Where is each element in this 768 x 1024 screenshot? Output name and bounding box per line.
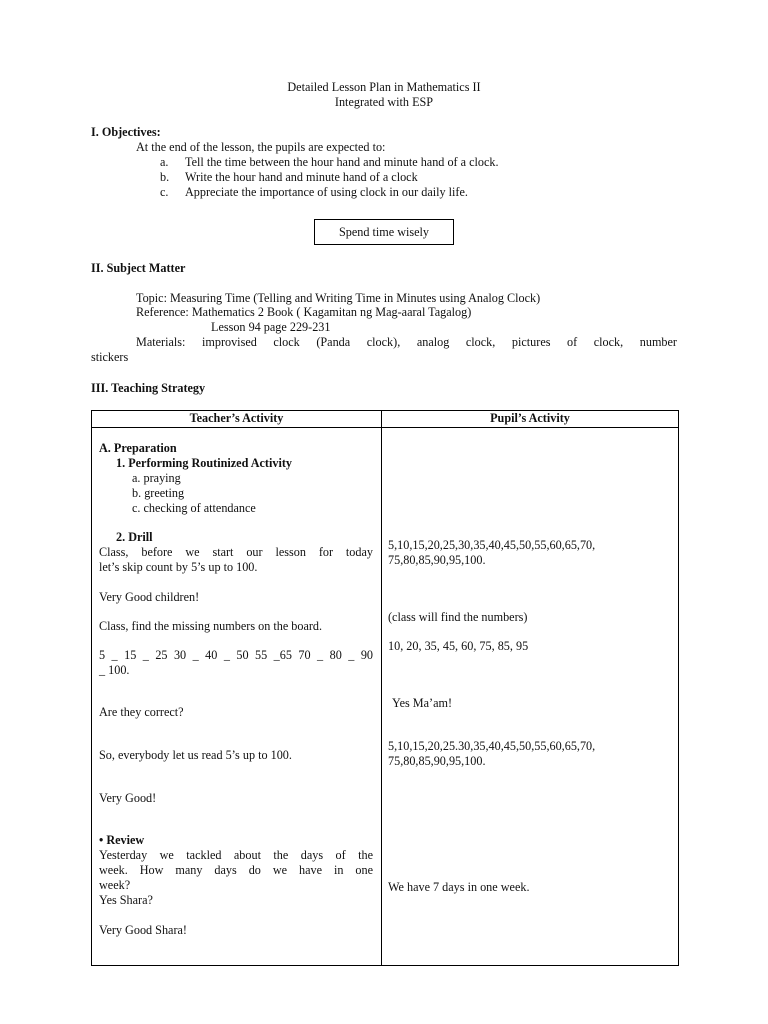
objective-marker: b. xyxy=(160,170,170,184)
objective-marker: a. xyxy=(160,155,169,169)
pupil-answer: Yes Ma’am! xyxy=(392,696,453,710)
drill-text: Class, before we start our lesson for today xyxy=(99,545,373,559)
review-text: week. How many days do we have in one xyxy=(99,863,373,877)
number-sequence: 5 _ 15 _ 25 30 _ 40 _ 50 55 _65 70 _ 80 _ 90 xyxy=(99,648,373,662)
pupil-activity-cell xyxy=(382,428,679,966)
pupil-answer: 75,80,85,90,95,100. xyxy=(388,553,486,567)
value-box-text: Spend time wisely xyxy=(338,224,430,239)
objective-marker: c. xyxy=(160,185,169,199)
objective-item: Appreciate the importance of using clock in our daily life. xyxy=(185,185,468,199)
review-heading: • Review xyxy=(99,833,145,847)
document-subtitle: Integrated with ESP xyxy=(334,95,434,109)
objective-item: Tell the time between the hour hand and minute hand of a clock. xyxy=(185,155,499,169)
pupil-answer: 75,80,85,90,95,100. xyxy=(388,754,486,768)
pupil-answer: 10, 20, 35, 45, 60, 75, 85, 95 xyxy=(388,639,529,653)
subject-materials: Materials: improvised clock (Panda clock), analog clock, pictures of clock, number xyxy=(136,335,677,349)
praise-text: Very Good children! xyxy=(99,590,200,604)
prompt-text: Yes Shara? xyxy=(99,893,153,907)
drill-heading: 2. Drill xyxy=(116,530,153,544)
instruction-text: Class, find the missing numbers on the board. xyxy=(99,619,323,633)
drill-text-continued: let’s skip count by 5’s up to 100. xyxy=(99,560,258,574)
subject-reference: Reference: Mathematics 2 Book ( Kagamitan ng Mag-aaral Tagalog) xyxy=(136,305,472,319)
pupil-column-header: Pupil’s Activity xyxy=(382,411,679,428)
routine-heading: 1. Performing Routinized Activity xyxy=(116,456,293,470)
pupil-answer: 5,10,15,20,25,30,35,40,45,50,55,60,65,70, xyxy=(388,538,596,552)
pupil-answer: We have 7 days in one week. xyxy=(388,880,530,894)
preparation-heading: A. Preparation xyxy=(99,441,177,455)
activity-table xyxy=(91,410,679,966)
praise-text: Very Good! xyxy=(99,791,157,805)
subject-materials-continued: stickers xyxy=(91,350,129,364)
review-text: week? xyxy=(99,878,131,892)
subject-matter-heading: II. Subject Matter xyxy=(91,261,186,275)
pupil-answer: (class will find the numbers) xyxy=(388,610,528,624)
instruction-text: So, everybody let us read 5’s up to 100. xyxy=(99,748,292,762)
review-text: Yesterday we tackled about the days of the xyxy=(99,848,373,862)
subject-lesson: Lesson 94 page 229-231 xyxy=(211,320,331,334)
routine-item: c. checking of attendance xyxy=(132,501,256,515)
teaching-strategy-heading: III. Teaching Strategy xyxy=(91,381,206,395)
routine-item: b. greeting xyxy=(132,486,185,500)
routine-item: a. praying xyxy=(132,471,181,485)
question-text: Are they correct? xyxy=(99,705,184,719)
praise-text: Very Good Shara! xyxy=(99,923,187,937)
subject-topic: Topic: Measuring Time (Telling and Writing Time in Minutes using Analog Clock) xyxy=(136,291,541,305)
teacher-activity-cell xyxy=(92,428,382,966)
objectives-heading: I. Objectives: xyxy=(91,125,161,139)
number-sequence-continued: _ 100. xyxy=(99,663,130,677)
pupil-answer: 5,10,15,20,25.30,35,40,45,50,55,60,65,70, xyxy=(388,739,596,753)
document-title: Detailed Lesson Plan in Mathematics II xyxy=(287,80,481,94)
value-box xyxy=(314,219,454,245)
teacher-column-header: Teacher’s Activity xyxy=(92,411,382,428)
objectives-intro: At the end of the lesson, the pupils are expected to: xyxy=(136,140,386,154)
objective-item: Write the hour hand and minute hand of a clock xyxy=(185,170,418,184)
